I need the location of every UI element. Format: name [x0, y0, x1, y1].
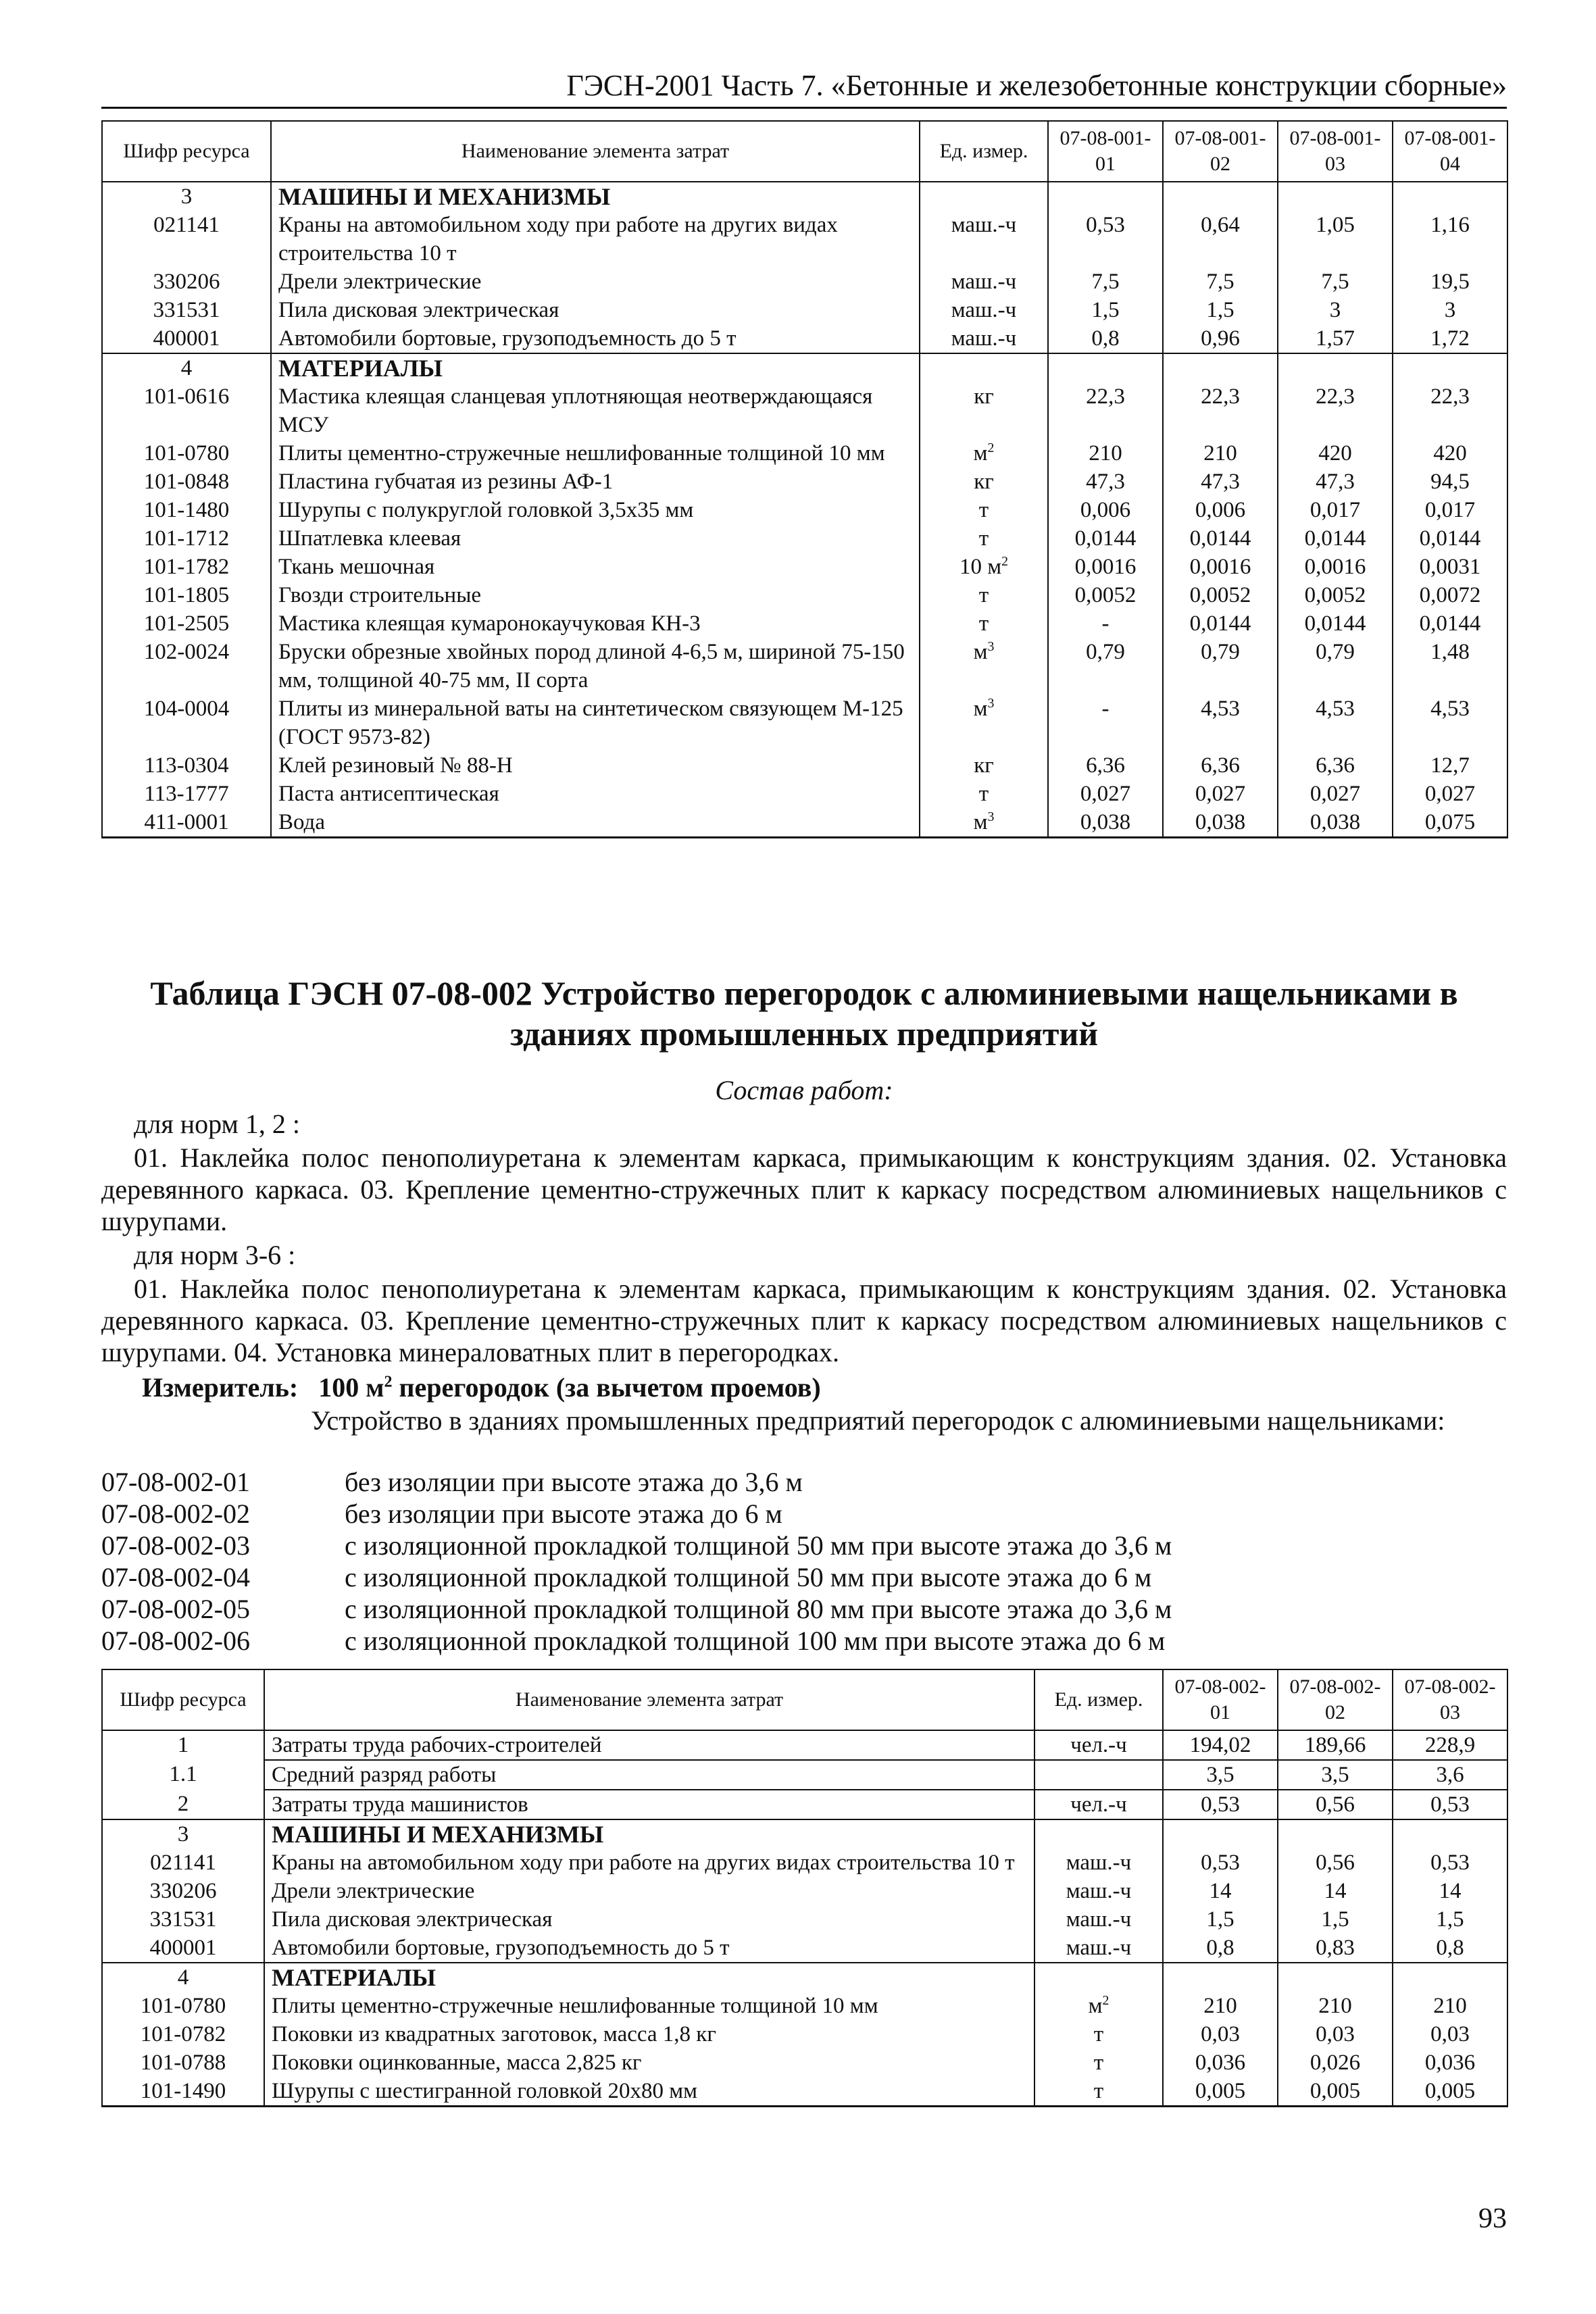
norm-value	[1163, 1963, 1278, 1992]
norm-value: 0,005	[1393, 2077, 1507, 2107]
norm-value: 0,0144	[1278, 524, 1393, 553]
norm-value: 14	[1278, 1877, 1393, 1905]
norm-description: без изоляции при высоте этажа до 6 м	[345, 1499, 782, 1529]
resource-name: МАШИНЫ И МЕХАНИЗМЫ	[271, 182, 920, 211]
norm-value: 189,66	[1278, 1730, 1393, 1760]
resource-name: Краны на автомобильном ходу при работе на других видах строительства 10 т	[271, 211, 920, 268]
table-row	[102, 695, 1507, 751]
resource-unit: $м^2$	[1034, 1992, 1163, 2020]
table-header-row	[102, 1669, 1507, 1730]
norm-value: 22,3	[1278, 382, 1393, 439]
norm-value: 0,53	[1163, 1790, 1278, 1819]
norm-value: 22,3	[1393, 382, 1507, 439]
norm-description: с изоляционной прокладкой толщиной 100 мм при высоте этажа до 6 м	[345, 1626, 1166, 1656]
norm-value: -	[1048, 695, 1163, 751]
norm-code: 07-08-002-05	[101, 1594, 250, 1624]
table-row	[102, 609, 1507, 638]
norm-value: 0,79	[1048, 638, 1163, 695]
resource-name: Вода	[271, 808, 920, 838]
norm-value: 0,0144	[1163, 524, 1278, 553]
resource-name: Автомобили бортовые, грузоподъемность до 5 т	[271, 324, 920, 353]
resource-name: Паста антисептическая	[271, 780, 920, 808]
resource-code: 330206	[102, 1877, 264, 1905]
norm-value	[1393, 1819, 1507, 1848]
col-header-norm: 07-08-002-01	[1163, 1669, 1278, 1730]
norm-value	[1393, 353, 1507, 382]
norm-value	[1048, 182, 1163, 211]
norm-value	[1048, 353, 1163, 382]
resource-unit: кг	[920, 382, 1048, 439]
work-composition-heading: Состав работ:	[715, 1075, 893, 1105]
resource-name: Пила дисковая электрическая	[271, 296, 920, 324]
measure-value: 100 м	[318, 1372, 384, 1403]
resource-name: Пила дисковая электрическая	[264, 1905, 1034, 1934]
resource-name: Дрели электрические	[264, 1877, 1034, 1905]
measure-line	[142, 1372, 821, 1404]
table-row	[102, 1934, 1507, 1963]
norm-value: 0,017	[1393, 496, 1507, 524]
norm-value	[1278, 182, 1393, 211]
resource-table-07-08-001	[101, 120, 1508, 838]
resource-name: Мастика клеящая кумаронокаучуковая КН-3	[271, 609, 920, 638]
resource-name: Дрели электрические	[271, 268, 920, 296]
norm-value: 6,36	[1048, 751, 1163, 780]
norm-value	[1278, 1819, 1393, 1848]
norms-list	[101, 1466, 1507, 1657]
norm-value: 1,5	[1048, 296, 1163, 324]
resource-unit: т	[920, 581, 1048, 609]
resource-name: МАТЕРИАЛЫ	[264, 1963, 1034, 1992]
norm-value: 0,8	[1393, 1934, 1507, 1963]
resource-code: 2	[102, 1790, 264, 1819]
resource-code: 3	[102, 182, 271, 211]
norm-value	[1163, 182, 1278, 211]
norm-value: 0,0144	[1163, 609, 1278, 638]
norm-value: 3,5	[1163, 1760, 1278, 1790]
norm-value: 194,02	[1163, 1730, 1278, 1760]
norm-value: 0,075	[1393, 808, 1507, 838]
resource-code: 331531	[102, 296, 271, 324]
norm-value: 7,5	[1048, 268, 1163, 296]
table-row	[102, 1848, 1507, 1877]
table-row	[102, 524, 1507, 553]
norm-value	[1393, 182, 1507, 211]
resource-code: 021141	[102, 211, 271, 268]
norm-item	[101, 1530, 1507, 1561]
resource-unit	[920, 182, 1048, 211]
resource-name: Шпатлевка клеевая	[271, 524, 920, 553]
resource-name: Плиты цементно-стружечные нешлифованные толщиной 10 мм	[264, 1992, 1034, 2020]
resource-name: Краны на автомобильном ходу при работе на других видах строительства 10 т	[264, 1848, 1034, 1877]
norm-value: 47,3	[1048, 468, 1163, 496]
resource-code: 101-0782	[102, 2020, 264, 2048]
resource-name: Затраты труда рабочих-строителей	[264, 1730, 1034, 1760]
norm-value: 0,53	[1393, 1848, 1507, 1877]
table-row	[102, 439, 1507, 468]
norm-item	[101, 1593, 1507, 1625]
norm-value: 0,038	[1278, 808, 1393, 838]
resource-code: 021141	[102, 1848, 264, 1877]
norm-value: 3,6	[1393, 1760, 1507, 1790]
col-header-name: Наименование элемента затрат	[264, 1669, 1034, 1730]
norm-value: 1,05	[1278, 211, 1393, 268]
resource-code: 1.1	[102, 1760, 264, 1790]
resource-code: 3	[102, 1819, 264, 1848]
resource-unit: $м^3$	[920, 695, 1048, 751]
resource-code: 101-1480	[102, 496, 271, 524]
table-row	[102, 751, 1507, 780]
norm-value: 210	[1048, 439, 1163, 468]
norm-value: 210	[1278, 1992, 1393, 2020]
norm-value: 0,56	[1278, 1790, 1393, 1819]
table-row	[102, 1992, 1507, 2020]
norm-value: 0,79	[1278, 638, 1393, 695]
resource-unit	[1034, 1760, 1163, 1790]
norm-value: 0,0016	[1048, 553, 1163, 581]
resource-code: 411-0001	[102, 808, 271, 838]
norm-value: 0,0144	[1048, 524, 1163, 553]
resource-code: 400001	[102, 324, 271, 353]
resource-name: Поковки оцинкованные, масса 2,825 кг	[264, 2048, 1034, 2077]
table-row	[102, 1877, 1507, 1905]
col-header-norm: 07-08-002-02	[1278, 1669, 1393, 1730]
norm-value: 0,0144	[1278, 609, 1393, 638]
resource-unit: 10 $м^2$	[920, 553, 1048, 581]
resource-code: 101-0848	[102, 468, 271, 496]
resource-code: 101-0616	[102, 382, 271, 439]
norm-value: 4,53	[1278, 695, 1393, 751]
resource-unit: маш.-ч	[920, 324, 1048, 353]
norm-value: -	[1048, 609, 1163, 638]
norm-value: 22,3	[1048, 382, 1163, 439]
norm-value: 0,0052	[1163, 581, 1278, 609]
norm-value: 0,56	[1278, 1848, 1393, 1877]
norm-value: 0,0016	[1163, 553, 1278, 581]
norms-1-2-text: 01. Наклейка полос пенополиуретана к элементам каркаса, примыкающим к конструкциям здания. 02. Установка деревянного каркаса. 03. Крепление цементно-стружечных плит к каркасу посредством алюминиевых нащельников с шурупами.	[101, 1142, 1507, 1236]
table-row	[102, 382, 1507, 439]
resource-code: 101-1782	[102, 553, 271, 581]
table-row	[102, 1730, 1507, 1760]
resource-name: МАТЕРИАЛЫ	[271, 353, 920, 382]
measure-sup: 2	[384, 1373, 393, 1391]
resource-unit: т	[1034, 2048, 1163, 2077]
table-body	[102, 1730, 1507, 2107]
col-header-norm: 07-08-001-04	[1393, 121, 1507, 182]
table-row	[102, 780, 1507, 808]
norm-code: 07-08-002-06	[101, 1626, 250, 1656]
table-row	[102, 808, 1507, 838]
norm-value: 0,03	[1278, 2020, 1393, 2048]
norm-value	[1163, 353, 1278, 382]
table-row	[102, 1819, 1507, 1848]
norm-value: 228,9	[1393, 1730, 1507, 1760]
norm-value: 0,005	[1163, 2077, 1278, 2107]
table-row	[102, 1963, 1507, 1992]
table-body	[102, 182, 1507, 838]
resource-unit	[1034, 1963, 1163, 1992]
resource-unit: $м^3$	[920, 638, 1048, 695]
norm-value: 3	[1278, 296, 1393, 324]
resource-name: Шурупы с шестигранной головкой 20х80 мм	[264, 2077, 1034, 2107]
norm-value: 0,96	[1163, 324, 1278, 353]
resource-code: 400001	[102, 1934, 264, 1963]
norm-value: 0,027	[1393, 780, 1507, 808]
norm-value: 0,036	[1393, 2048, 1507, 2077]
norm-value: 1,48	[1393, 638, 1507, 695]
resource-name: МАШИНЫ И МЕХАНИЗМЫ	[264, 1819, 1034, 1848]
resource-code: 101-2505	[102, 609, 271, 638]
norm-value: 4,53	[1163, 695, 1278, 751]
table-row	[102, 2020, 1507, 2048]
col-header-norm: 07-08-001-02	[1163, 121, 1278, 182]
norm-value: 1,57	[1278, 324, 1393, 353]
resource-unit: т	[1034, 2020, 1163, 2048]
norm-item	[101, 1466, 1507, 1498]
table-row	[102, 1905, 1507, 1934]
table-row	[102, 2077, 1507, 2107]
resource-code: 101-0780	[102, 439, 271, 468]
norm-value: 47,3	[1163, 468, 1278, 496]
measure-rest: перегородок (за вычетом проемов)	[392, 1372, 821, 1403]
norm-value: 0,0052	[1048, 581, 1163, 609]
table-title: Таблица ГЭСН 07-08-002 Устройство перегородок с алюминиевыми нащельниками в зданиях промышленных предприятий	[150, 974, 1458, 1053]
table-row	[102, 182, 1507, 211]
resource-unit: чел.-ч	[1034, 1790, 1163, 1819]
resource-code: 113-0304	[102, 751, 271, 780]
norm-value: 6,36	[1163, 751, 1278, 780]
page-number: 93	[1478, 2203, 1507, 2234]
norm-value: 0,53	[1393, 1790, 1507, 1819]
resource-name: Пластина губчатая из резины АФ-1	[271, 468, 920, 496]
norm-value: 12,7	[1393, 751, 1507, 780]
norm-value: 0,027	[1048, 780, 1163, 808]
col-header-norm: 07-08-001-01	[1048, 121, 1163, 182]
norm-value: 6,36	[1278, 751, 1393, 780]
col-header-norm: 07-08-002-03	[1393, 1669, 1507, 1730]
norm-value: 0,83	[1278, 1934, 1393, 1963]
resource-unit: т	[920, 524, 1048, 553]
table-row	[102, 2048, 1507, 2077]
norm-value: 4,53	[1393, 695, 1507, 751]
norm-value: 0,0052	[1278, 581, 1393, 609]
resource-unit: маш.-ч	[920, 211, 1048, 268]
resource-name: Гвозди строительные	[271, 581, 920, 609]
resource-code: 104-0004	[102, 695, 271, 751]
norm-description: с изоляционной прокладкой толщиной 50 мм при высоте этажа до 6 м	[345, 1562, 1152, 1592]
norm-value: 420	[1393, 439, 1507, 468]
resource-unit: маш.-ч	[1034, 1877, 1163, 1905]
norm-value: 0,8	[1048, 324, 1163, 353]
resource-unit: чел.-ч	[1034, 1730, 1163, 1760]
resource-unit: кг	[920, 751, 1048, 780]
norm-value: 0,027	[1278, 780, 1393, 808]
norm-code: 07-08-002-04	[101, 1562, 250, 1592]
resource-name: Затраты труда машинистов	[264, 1790, 1034, 1819]
norm-value: 1,5	[1393, 1905, 1507, 1934]
resource-unit: маш.-ч	[920, 296, 1048, 324]
norm-description: с изоляционной прокладкой толщиной 50 мм при высоте этажа до 3,6 м	[345, 1530, 1172, 1561]
resource-name: Поковки из квадратных заготовок, масса 1,8 кг	[264, 2020, 1034, 2048]
resource-name: Бруски обрезные хвойных пород длиной 4-6,5 м, шириной 75-150 мм, толщиной 40-75 мм, II сорта	[271, 638, 920, 695]
resource-name: Автомобили бортовые, грузоподъемность до 5 т	[264, 1934, 1034, 1963]
norm-value: 0,026	[1278, 2048, 1393, 2077]
resource-name: Ткань мешочная	[271, 553, 920, 581]
col-header-name: Наименование элемента затрат	[271, 121, 920, 182]
resource-code: 330206	[102, 268, 271, 296]
norm-value: 1,5	[1163, 1905, 1278, 1934]
resource-code: 4	[102, 353, 271, 382]
norm-value: 7,5	[1278, 268, 1393, 296]
resource-code: 101-1490	[102, 2077, 264, 2107]
norm-value	[1393, 1963, 1507, 1992]
norm-value: 94,5	[1393, 468, 1507, 496]
norms-1-2-label: для норм 1, 2 :	[134, 1109, 300, 1139]
norm-value: 0,017	[1278, 496, 1393, 524]
resource-code: 113-1777	[102, 780, 271, 808]
norm-value	[1163, 1819, 1278, 1848]
norm-description: с изоляционной прокладкой толщиной 80 мм при высоте этажа до 3,6 м	[345, 1594, 1172, 1624]
resource-name: Средний разряд работы	[264, 1760, 1034, 1790]
resource-unit: $м^3$	[920, 808, 1048, 838]
resource-code: 101-0788	[102, 2048, 264, 2077]
norm-value	[1278, 353, 1393, 382]
resource-name: Мастика клеящая сланцевая уплотняющая неотверждающаяся МСУ	[271, 382, 920, 439]
resource-unit: т	[920, 609, 1048, 638]
norm-value: 0,8	[1163, 1934, 1278, 1963]
norm-value: 0,79	[1163, 638, 1278, 695]
norm-value: 0,03	[1393, 2020, 1507, 2048]
norm-value: 0,0072	[1393, 581, 1507, 609]
measure-label: Измеритель:	[142, 1372, 299, 1403]
resource-name: Плиты цементно-стружечные нешлифованные толщиной 10 мм	[271, 439, 920, 468]
norm-value: 19,5	[1393, 268, 1507, 296]
norm-value: 0,0031	[1393, 553, 1507, 581]
resource-unit: т	[920, 496, 1048, 524]
resource-code: 4	[102, 1963, 264, 1992]
norm-value: 0,0016	[1278, 553, 1393, 581]
norm-value: 1,5	[1278, 1905, 1393, 1934]
norm-value: 0,006	[1048, 496, 1163, 524]
norm-value: 0,006	[1163, 496, 1278, 524]
norm-value: 420	[1278, 439, 1393, 468]
table-row	[102, 1760, 1507, 1790]
norm-value: 3,5	[1278, 1760, 1393, 1790]
norm-value: 47,3	[1278, 468, 1393, 496]
col-header-code: Шифр ресурса	[102, 1669, 264, 1730]
col-header-unit: Ед. измер.	[1034, 1669, 1163, 1730]
table-row	[102, 468, 1507, 496]
resource-name: Шурупы с полукруглой головкой 3,5х35 мм	[271, 496, 920, 524]
norm-value: 0,53	[1163, 1848, 1278, 1877]
norm-value: 0,036	[1163, 2048, 1278, 2077]
resource-unit: $м^2$	[920, 439, 1048, 468]
col-header-unit: Ед. измер.	[920, 121, 1048, 182]
norm-value: 14	[1163, 1877, 1278, 1905]
norm-value: 0,53	[1048, 211, 1163, 268]
norm-code: 07-08-002-03	[101, 1530, 250, 1561]
norm-value: 0,038	[1163, 808, 1278, 838]
resource-code: 331531	[102, 1905, 264, 1934]
norms-intro: Устройство в зданиях промышленных предприятий перегородок с алюминиевыми нащельниками:	[311, 1405, 1445, 1436]
header-rule	[101, 107, 1507, 109]
norm-item	[101, 1561, 1507, 1593]
resource-code: 102-0024	[102, 638, 271, 695]
table-row	[102, 353, 1507, 382]
resource-unit: кг	[920, 468, 1048, 496]
norm-value: 0,005	[1278, 2077, 1393, 2107]
resource-name: Плиты из минеральной ваты на синтетическом связующем М-125 (ГОСТ 9573-82)	[271, 695, 920, 751]
resource-unit: маш.-ч	[920, 268, 1048, 296]
norm-value: 1,16	[1393, 211, 1507, 268]
norm-description: без изоляции при высоте этажа до 3,6 м	[345, 1467, 803, 1497]
norm-code: 07-08-002-01	[101, 1467, 250, 1497]
resource-table-07-08-002	[101, 1669, 1508, 2107]
resource-name: Клей резиновый № 88-Н	[271, 751, 920, 780]
resource-unit	[1034, 1819, 1163, 1848]
table-row	[102, 296, 1507, 324]
norm-value: 210	[1163, 439, 1278, 468]
resource-unit: маш.-ч	[1034, 1934, 1163, 1963]
norm-value: 7,5	[1163, 268, 1278, 296]
norm-value: 0,038	[1048, 808, 1163, 838]
col-header-code: Шифр ресурса	[102, 121, 271, 182]
norm-item	[101, 1625, 1507, 1657]
norm-value: 14	[1393, 1877, 1507, 1905]
running-header: ГЭСН-2001 Часть 7. «Бетонные и железобетонные конструкции сборные»	[566, 69, 1507, 102]
norm-value: 22,3	[1163, 382, 1278, 439]
table-row	[102, 324, 1507, 353]
norm-value	[1278, 1963, 1393, 1992]
resource-unit: т	[1034, 2077, 1163, 2107]
table-row	[102, 211, 1507, 268]
norms-3-6-text: 01. Наклейка полос пенополиуретана к элементам каркаса, примыкающим к конструкциям здания. 02. Установка деревянного каркаса. 03. Крепление цементно-стружечных плит к каркасу посредством алюминиевых нащельников с шурупами. 04. Установка минераловатных плит в перегородках.	[101, 1274, 1507, 1367]
table-row	[102, 496, 1507, 524]
resource-code: 101-1712	[102, 524, 271, 553]
norm-value: 0,0144	[1393, 609, 1507, 638]
resource-code: 1	[102, 1730, 264, 1760]
norm-value: 0,64	[1163, 211, 1278, 268]
norm-item	[101, 1498, 1507, 1530]
norm-value: 210	[1393, 1992, 1507, 2020]
resource-code: 101-0780	[102, 1992, 264, 2020]
resource-unit: маш.-ч	[1034, 1848, 1163, 1877]
table-row	[102, 638, 1507, 695]
resource-unit: т	[920, 780, 1048, 808]
table-row	[102, 268, 1507, 296]
norm-value: 1,72	[1393, 324, 1507, 353]
table-row	[102, 581, 1507, 609]
norm-value: 0,0144	[1393, 524, 1507, 553]
norm-value: 0,027	[1163, 780, 1278, 808]
resource-code: 101-1805	[102, 581, 271, 609]
table-row	[102, 1790, 1507, 1819]
col-header-norm: 07-08-001-03	[1278, 121, 1393, 182]
norm-code: 07-08-002-02	[101, 1499, 250, 1529]
table-header-row	[102, 121, 1507, 182]
norm-value: 210	[1163, 1992, 1278, 2020]
norm-value: 0,03	[1163, 2020, 1278, 2048]
norm-value: 1,5	[1163, 296, 1278, 324]
norm-value: 3	[1393, 296, 1507, 324]
resource-unit: маш.-ч	[1034, 1905, 1163, 1934]
resource-unit	[920, 353, 1048, 382]
table-row	[102, 553, 1507, 581]
norms-3-6-label: для норм 3-6 :	[134, 1240, 296, 1270]
